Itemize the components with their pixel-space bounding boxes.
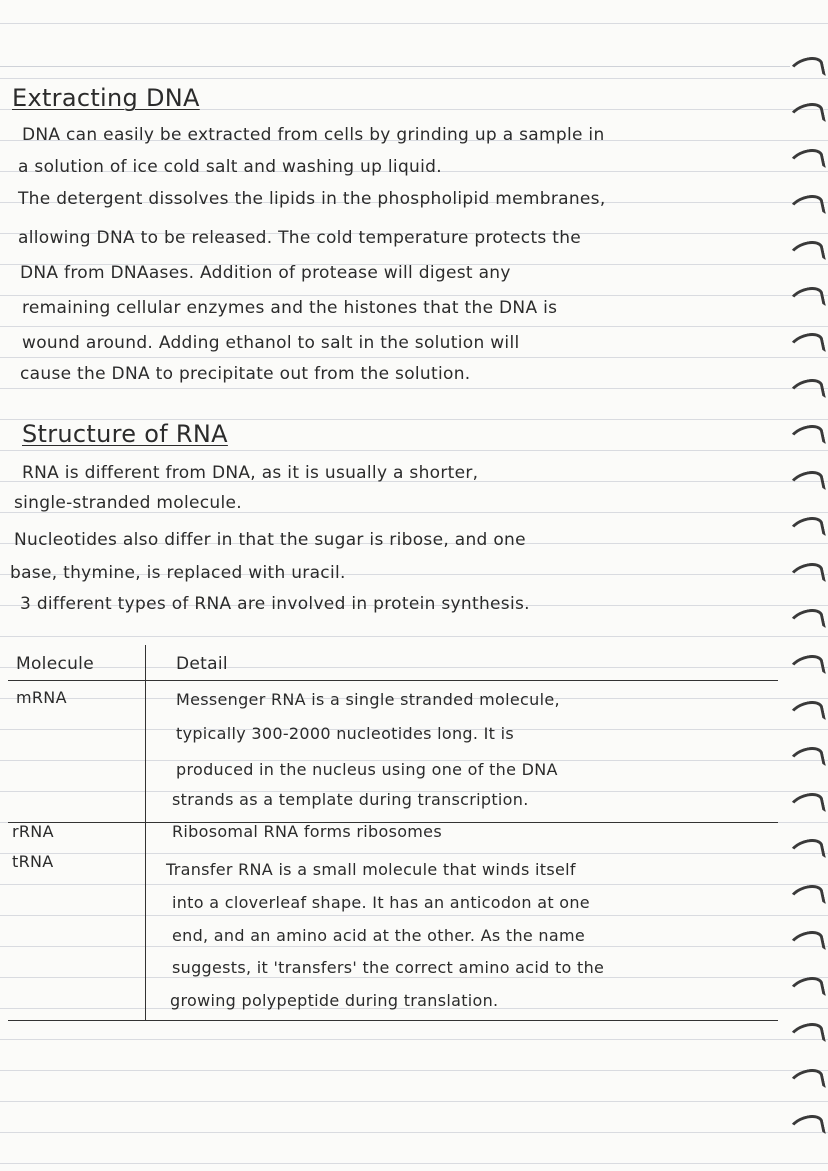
table-column-divider: [145, 645, 146, 1020]
table-cell-detail: Messenger RNA is a single stranded molecule,: [176, 690, 560, 709]
spiral-ring: [786, 652, 826, 681]
table-cell-detail: growing polypeptide during translation.: [170, 991, 499, 1010]
spiral-ring: [786, 422, 826, 451]
text-line: 3 different types of RNA are involved in protein synthesis.: [20, 594, 530, 614]
text-line: single-stranded molecule.: [14, 493, 242, 513]
spiral-ring: [786, 1066, 826, 1095]
table-bottom-rule: [8, 1020, 778, 1021]
table-cell-detail: typically 300-2000 nucleotides long. It is: [176, 724, 514, 743]
table-cell-molecule: rRNA: [12, 822, 54, 841]
table-cell-molecule: tRNA: [12, 852, 54, 871]
spiral-ring: [786, 54, 826, 83]
text-line: remaining cellular enzymes and the histones that the DNA is: [22, 298, 558, 318]
spiral-ring: [786, 790, 826, 819]
table-cell-detail: produced in the nucleus using one of the DNA: [176, 760, 558, 779]
spiral-ring: [786, 698, 826, 727]
text-line: cause the DNA to precipitate out from the solution.: [20, 364, 471, 384]
table-cell-detail: Ribosomal RNA forms ribosomes: [172, 822, 442, 841]
table-cell-detail: into a cloverleaf shape. It has an anticodon at one: [172, 893, 590, 912]
spiral-ring: [786, 928, 826, 957]
spiral-ring: [786, 376, 826, 405]
spiral-ring: [786, 836, 826, 865]
spiral-ring: [786, 100, 826, 129]
text-line: wound around. Adding ethanol to salt in the solution will: [22, 333, 520, 353]
table-cell-detail: end, and an amino acid at the other. As the name: [172, 926, 585, 945]
spiral-ring: [786, 1112, 826, 1141]
spiral-ring: [786, 330, 826, 359]
spiral-ring: [786, 1020, 826, 1049]
spiral-binding: [788, 0, 828, 1171]
spiral-ring: [786, 744, 826, 773]
spiral-ring: [786, 974, 826, 1003]
table-cell-detail: suggests, it 'transfers' the correct amino acid to the: [172, 958, 605, 977]
section-title-structure-of-rna: Structure of RNA: [22, 420, 228, 448]
section-title-extracting-dna: Extracting DNA: [12, 84, 200, 112]
spiral-ring: [786, 468, 826, 497]
table-cell-detail: Transfer RNA is a small molecule that winds itself: [166, 860, 576, 879]
text-line: RNA is different from DNA, as it is usually a shorter,: [22, 463, 479, 483]
table-header-detail: Detail: [176, 654, 228, 674]
text-line: a solution of ice cold salt and washing up liquid.: [18, 157, 442, 177]
spiral-ring: [786, 882, 826, 911]
text-line: The detergent dissolves the lipids in the phospholipid membranes,: [18, 189, 606, 209]
spiral-ring: [786, 514, 826, 543]
text-line: DNA from DNAases. Addition of protease will digest any: [20, 263, 511, 283]
text-line: base, thymine, is replaced with uracil.: [10, 563, 346, 583]
spiral-ring: [786, 284, 826, 313]
spiral-ring: [786, 606, 826, 635]
text-line: Nucleotides also differ in that the sugar is ribose, and one: [14, 530, 526, 550]
table-cell-detail: strands as a template during transcription.: [172, 790, 529, 809]
table-cell-molecule: mRNA: [16, 688, 67, 707]
table-header-rule: [8, 680, 778, 681]
spiral-ring: [786, 560, 826, 589]
spiral-ring: [786, 238, 826, 267]
spiral-ring: [786, 192, 826, 221]
spiral-ring: [786, 146, 826, 175]
text-line: DNA can easily be extracted from cells by grinding up a sample in: [22, 125, 605, 145]
text-line: allowing DNA to be released. The cold temperature protects the: [18, 228, 582, 248]
top-margin-line: [0, 66, 790, 67]
table-header-molecule: Molecule: [16, 654, 94, 674]
